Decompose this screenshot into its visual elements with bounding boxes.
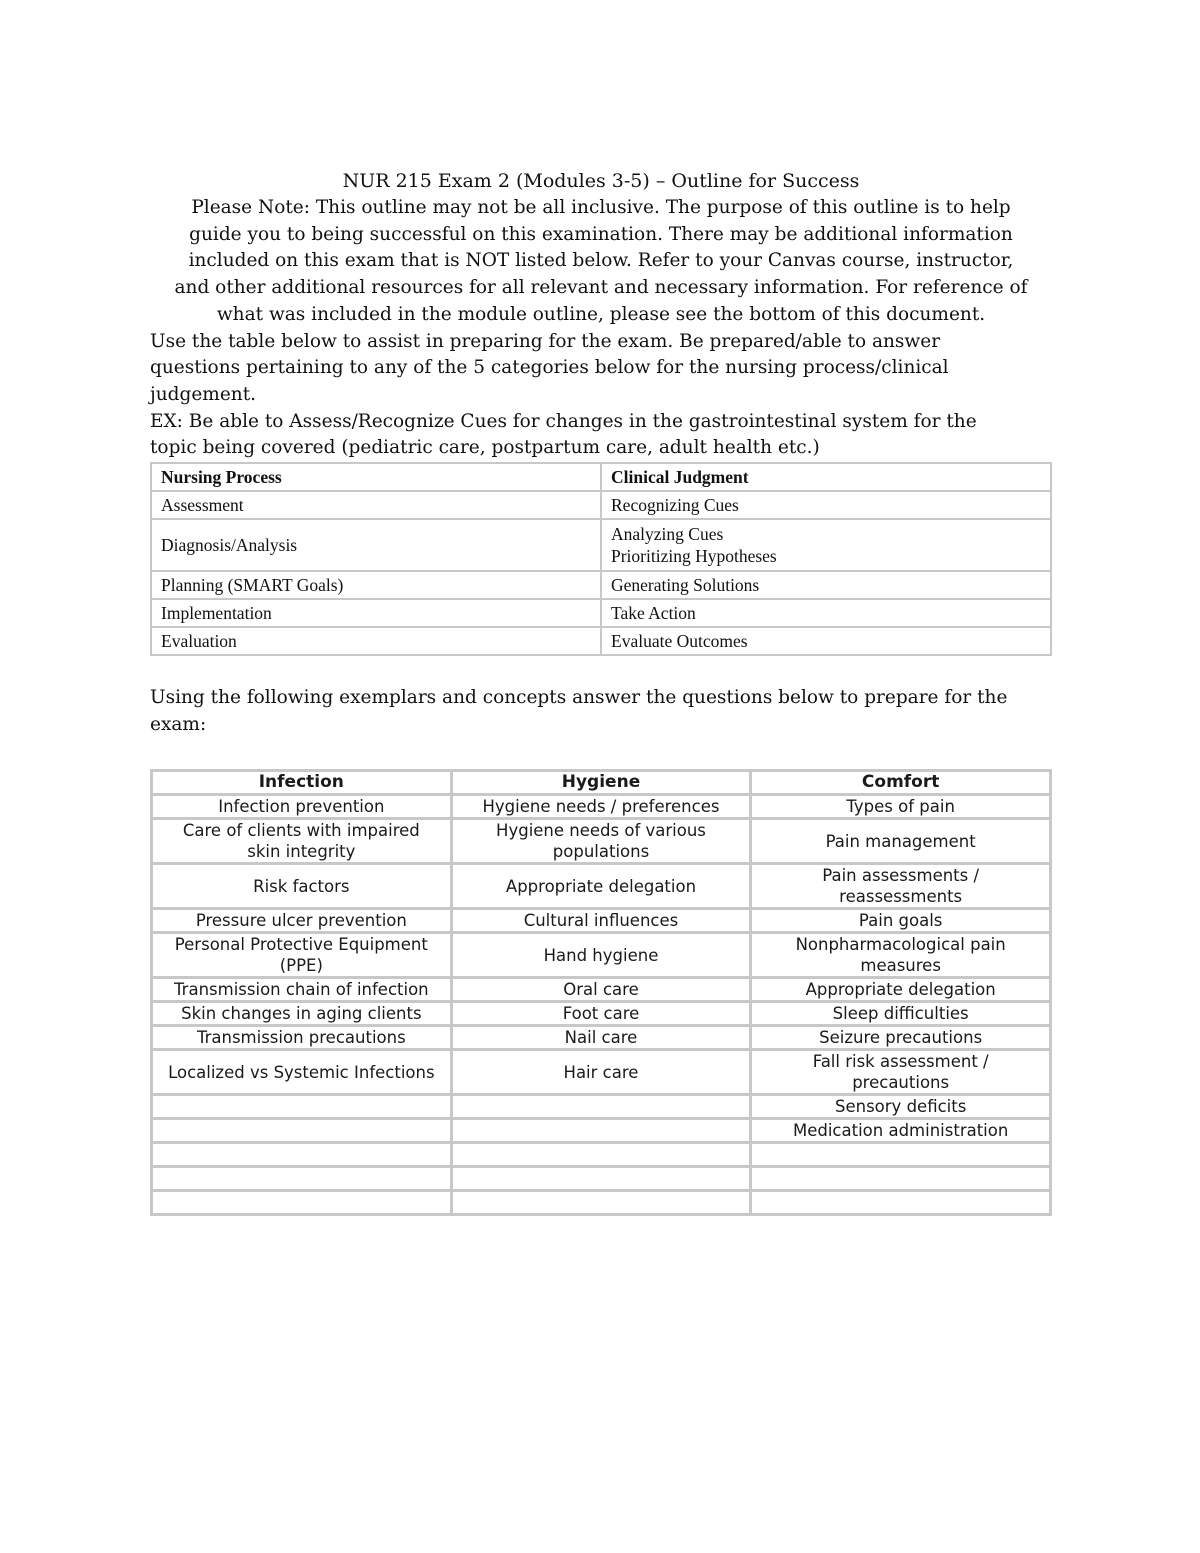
table-row bbox=[152, 1050, 1051, 1095]
comfort-cell: Medication administration bbox=[751, 1119, 1051, 1143]
infection-cell: Transmission chain of infection bbox=[152, 978, 452, 1002]
table-header-row bbox=[151, 463, 1051, 491]
infection-cell: Care of clients with impaired skin integrity bbox=[152, 819, 452, 864]
comfort-cell: Nonpharmacological pain measures bbox=[751, 933, 1051, 978]
hygiene-cell bbox=[451, 1191, 751, 1215]
hygiene-cell bbox=[451, 1143, 751, 1167]
judgment-cell bbox=[601, 519, 1051, 571]
hygiene-cell: Nail care bbox=[451, 1026, 751, 1050]
table-row bbox=[151, 627, 1051, 655]
table-row bbox=[152, 1143, 1051, 1167]
header-comfort: Comfort bbox=[751, 771, 1051, 795]
comfort-cell bbox=[751, 1143, 1051, 1167]
exemplars-heading bbox=[150, 684, 1052, 738]
hygiene-cell bbox=[451, 1167, 751, 1191]
process-cell: Implementation bbox=[151, 599, 601, 627]
table-row bbox=[152, 909, 1051, 933]
comfort-cell: Fall risk assessment / precautions bbox=[751, 1050, 1051, 1095]
table-row bbox=[152, 1167, 1051, 1191]
infection-cell bbox=[152, 1095, 452, 1119]
comfort-cell: Pain management bbox=[751, 819, 1051, 864]
heading-line: Using the following exemplars and concepts answer the questions below to prepare for the bbox=[150, 687, 1008, 709]
intro-line: questions pertaining to any of the 5 categories below for the nursing process/clinical bbox=[150, 357, 949, 379]
infection-cell: Personal Protective Equipment (PPE) bbox=[152, 933, 452, 978]
example-line: topic being covered (pediatric care, postpartum care, adult health etc.) bbox=[150, 437, 820, 459]
comfort-cell: Types of pain bbox=[751, 795, 1051, 819]
table-row bbox=[151, 491, 1051, 519]
infection-cell: Risk factors bbox=[152, 864, 452, 909]
infection-cell bbox=[152, 1191, 452, 1215]
comfort-cell: Seizure precautions bbox=[751, 1026, 1051, 1050]
table-row bbox=[152, 933, 1051, 978]
intro-paragraph bbox=[150, 329, 1052, 463]
intro-line: judgement. bbox=[150, 383, 257, 405]
table-row bbox=[151, 599, 1051, 627]
table-header-row bbox=[152, 771, 1051, 795]
hygiene-cell: Hair care bbox=[451, 1050, 751, 1095]
table-row bbox=[152, 1095, 1051, 1119]
table-row bbox=[152, 978, 1051, 1002]
header-nursing-process: Nursing Process bbox=[151, 463, 601, 491]
infection-cell: Transmission precautions bbox=[152, 1026, 452, 1050]
judgment-cell: Evaluate Outcomes bbox=[601, 627, 1051, 655]
comfort-cell: Pain assessments / reassessments bbox=[751, 864, 1051, 909]
comfort-cell: Sleep difficulties bbox=[751, 1002, 1051, 1026]
note-line: included on this exam that is NOT listed below. Refer to your Canvas course, instructor, bbox=[188, 250, 1014, 272]
table-row bbox=[152, 864, 1051, 909]
header-infection: Infection bbox=[152, 771, 452, 795]
hygiene-cell bbox=[451, 1095, 751, 1119]
header-clinical-judgment: Clinical Judgment bbox=[601, 463, 1051, 491]
judgment-cell: Recognizing Cues bbox=[601, 491, 1051, 519]
hygiene-cell: Hygiene needs / preferences bbox=[451, 795, 751, 819]
note-line: what was included in the module outline, please see the bottom of this document. bbox=[216, 303, 986, 325]
infection-cell bbox=[152, 1119, 452, 1143]
judgment-line: Prioritizing Hypotheses bbox=[611, 546, 777, 567]
comfort-cell bbox=[751, 1191, 1051, 1215]
comfort-cell: Pain goals bbox=[751, 909, 1051, 933]
comfort-cell: Appropriate delegation bbox=[751, 978, 1051, 1002]
hygiene-cell: Oral care bbox=[451, 978, 751, 1002]
intro-line: Use the table below to assist in preparing for the exam. Be prepared/able to answer bbox=[150, 330, 941, 352]
note-line: and other additional resources for all relevant and necessary information. For reference of bbox=[174, 277, 1028, 299]
infection-cell: Localized vs Systemic Infections bbox=[152, 1050, 452, 1095]
judgment-line: Analyzing Cues bbox=[611, 524, 724, 545]
nursing-process-table bbox=[150, 462, 1052, 656]
hygiene-cell: Foot care bbox=[451, 1002, 751, 1026]
table-row bbox=[152, 795, 1051, 819]
infection-cell: Pressure ulcer prevention bbox=[152, 909, 452, 933]
table-row bbox=[152, 819, 1051, 864]
table-row bbox=[151, 519, 1051, 571]
table-row bbox=[152, 1002, 1051, 1026]
infection-cell bbox=[152, 1167, 452, 1191]
judgment-cell: Generating Solutions bbox=[601, 571, 1051, 599]
exemplars-table bbox=[150, 769, 1052, 1216]
table-row bbox=[151, 571, 1051, 599]
header-hygiene: Hygiene bbox=[451, 771, 751, 795]
note-line: guide you to being successful on this examination. There may be additional information bbox=[189, 223, 1013, 245]
infection-cell: Infection prevention bbox=[152, 795, 452, 819]
document-page bbox=[150, 168, 1052, 1216]
note-line: Please Note: This outline may not be all inclusive. The purpose of this outline is to help bbox=[191, 197, 1011, 218]
comfort-cell bbox=[751, 1167, 1051, 1191]
document-title: NUR 215 Exam 2 (Modules 3-5) – Outline for Success bbox=[342, 170, 860, 192]
disclaimer-note bbox=[150, 195, 1052, 329]
hygiene-cell: Hand hygiene bbox=[451, 933, 751, 978]
process-cell: Planning (SMART Goals) bbox=[151, 571, 601, 599]
process-cell: Diagnosis/Analysis bbox=[151, 519, 601, 571]
comfort-cell: Sensory deficits bbox=[751, 1095, 1051, 1119]
hygiene-cell: Cultural influences bbox=[451, 909, 751, 933]
table-row bbox=[152, 1191, 1051, 1215]
process-cell: Evaluation bbox=[151, 627, 601, 655]
heading-line: exam: bbox=[150, 714, 207, 736]
hygiene-cell bbox=[451, 1119, 751, 1143]
infection-cell: Skin changes in aging clients bbox=[152, 1002, 452, 1026]
hygiene-cell: Hygiene needs of various populations bbox=[451, 819, 751, 864]
table-row bbox=[152, 1026, 1051, 1050]
judgment-cell: Take Action bbox=[601, 599, 1051, 627]
hygiene-cell: Appropriate delegation bbox=[451, 864, 751, 909]
table-row bbox=[152, 1119, 1051, 1143]
example-line: EX: Be able to Assess/Recognize Cues for changes in the gastrointestinal system for the bbox=[150, 410, 977, 432]
process-cell: Assessment bbox=[151, 491, 601, 519]
infection-cell bbox=[152, 1143, 452, 1167]
